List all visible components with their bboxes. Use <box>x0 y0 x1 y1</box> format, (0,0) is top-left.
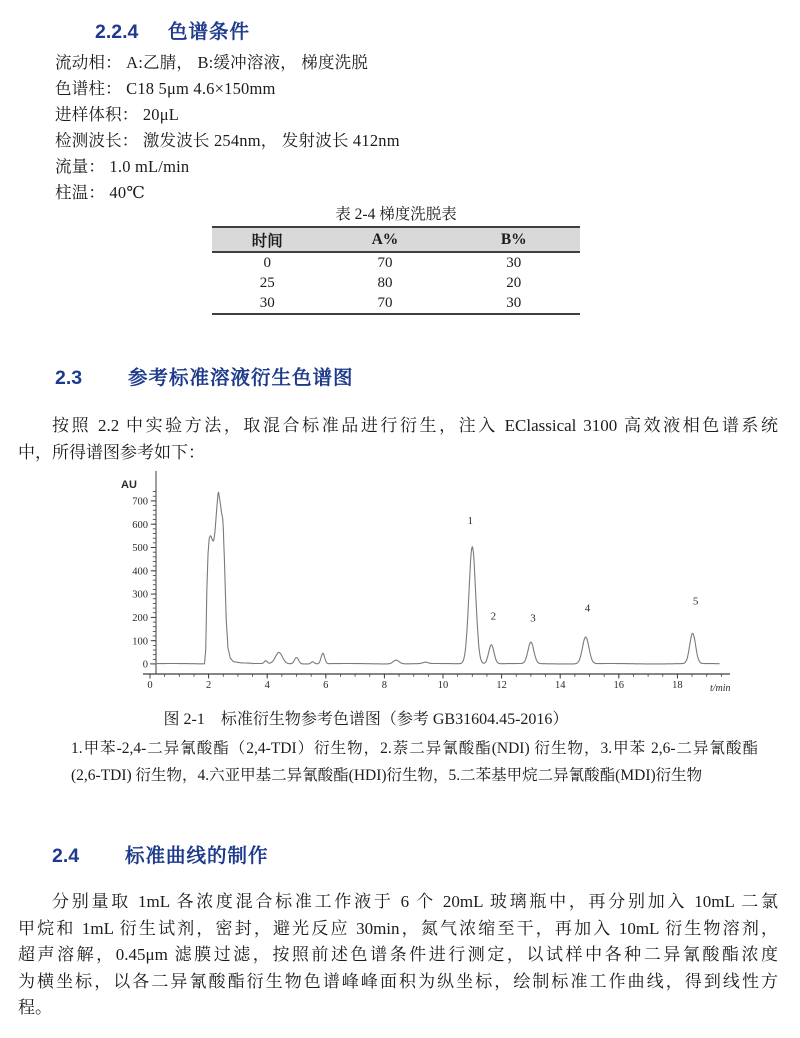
svg-text:200: 200 <box>132 613 148 624</box>
svg-text:16: 16 <box>613 680 625 691</box>
section-number: 2.2.4 <box>95 21 139 43</box>
svg-text:1: 1 <box>467 515 473 528</box>
svg-text:4: 4 <box>584 602 591 615</box>
svg-text:100: 100 <box>132 636 148 648</box>
condition-line: 检测波长： 激发波长 254nm， 发射波长 412nm <box>55 131 400 150</box>
table-cell: 80 <box>377 274 393 291</box>
condition-line: 柱温： 40℃ <box>55 183 145 202</box>
gradient-elution-table <box>212 226 580 315</box>
text-line: (2,6-TDI) 衍生物，4.六亚甲基二异氰酸酯(HDI)衍生物，5.二苯基甲烷二异氰酸酯(MDI)衍生物 <box>71 766 703 784</box>
section-title: 标准曲线的制作 <box>125 845 269 867</box>
table-row <box>212 252 580 273</box>
table-header-row <box>212 227 580 252</box>
figure-caption: 图 2-1 标准衍生物参考色谱图（参考 GB31604.45-2016） <box>163 711 569 728</box>
svg-text:4: 4 <box>264 680 270 691</box>
section-title: 参考标准溶液衍生色谱图 <box>128 367 354 389</box>
svg-text:18: 18 <box>672 680 683 691</box>
svg-text:14: 14 <box>554 680 566 691</box>
condition-line: 进样体积： 20μL <box>55 105 180 124</box>
section-heading-24 <box>52 840 269 868</box>
svg-text:500: 500 <box>132 543 148 555</box>
condition-line: 流量： 1.0 mL/min <box>55 157 190 176</box>
svg-text:t/min: t/min <box>710 683 731 694</box>
paragraph-24 <box>18 889 778 1022</box>
column-header: B% <box>448 227 581 252</box>
svg-text:400: 400 <box>132 566 148 578</box>
section-title: 色谱条件 <box>168 21 251 43</box>
svg-text:600: 600 <box>132 519 148 531</box>
svg-text:300: 300 <box>132 589 148 601</box>
column-header: 时间 <box>212 227 322 252</box>
section-number: 2.4 <box>52 845 80 867</box>
table-cell: 70 <box>377 294 393 311</box>
text-line: 分别量取 1mL 各浓度混合标准工作液于 6 个 20mL 玻璃瓶中，再分别加入 10mL 二氯 <box>52 892 778 911</box>
table-row <box>212 273 580 293</box>
chromatogram-figure <box>112 468 762 708</box>
svg-text:8: 8 <box>381 680 388 691</box>
svg-text:700: 700 <box>132 496 148 508</box>
svg-text:3: 3 <box>530 612 536 625</box>
table-row <box>212 293 580 314</box>
paragraph-23 <box>18 413 778 466</box>
svg-text:6: 6 <box>323 680 329 691</box>
text-line: 为横坐标，以各二异氰酸酯衍生物色谱峰峰面积为纵坐标，绘制标准工作曲线，得到线性方 <box>18 971 778 991</box>
table-cell: 20 <box>506 274 522 291</box>
table-title: 表 2-4 梯度洗脱表 <box>335 206 457 223</box>
section-number: 2.3 <box>55 367 83 389</box>
column-header: A% <box>322 227 447 252</box>
svg-text:10: 10 <box>437 680 449 691</box>
condition-line: 流动相： A:乙腈， B:缓冲溶液， 梯度洗脱 <box>55 53 369 72</box>
text-line: 超声溶解，0.45μm 滤膜过滤，按照前述色谱条件进行测定，以试样中各种二异氰酸酯浓度 <box>18 945 778 964</box>
svg-text:AU: AU <box>121 479 137 491</box>
figure-legend <box>71 736 758 789</box>
svg-text:0: 0 <box>142 659 148 671</box>
table-cell: 0 <box>263 254 271 271</box>
table-cell: 30 <box>259 294 275 311</box>
section-heading-23 <box>55 362 354 390</box>
table-cell: 30 <box>506 254 522 271</box>
svg-text:5: 5 <box>692 595 699 608</box>
svg-text:12: 12 <box>496 680 507 691</box>
svg-text:0: 0 <box>147 680 153 691</box>
text-line: 中，所得谱图参考如下： <box>18 442 205 462</box>
text-line: 甲烷和 1mL 衍生试剂，密封，避光反应 30min，氮气浓缩至干，再加入 10mL 衍生物溶剂， <box>18 918 778 938</box>
text-line: 按照 2.2 中实验方法，取混合标准品进行衍生，注入 EClassical 3100 高效液相色谱系统 <box>52 416 778 435</box>
svg-text:2: 2 <box>490 610 497 623</box>
condition-line: 色谱柱： C18 5μm 4.6×150mm <box>55 79 276 98</box>
text-line: 1.甲苯-2,4-二异氰酸酯（2,4-TDI）衍生物，2.萘二异氰酸酯(NDI) 衍生物，3.甲苯 2,6-二异氰酸酯 <box>71 740 758 757</box>
table-cell: 30 <box>506 294 522 311</box>
chromatography-conditions <box>55 50 400 206</box>
chromatogram-svg <box>112 468 762 708</box>
table-cell: 70 <box>377 254 393 271</box>
table-cell: 25 <box>259 274 275 291</box>
section-heading-224 <box>95 16 250 44</box>
text-line: 程。 <box>18 998 52 1017</box>
svg-text:2: 2 <box>205 680 212 691</box>
